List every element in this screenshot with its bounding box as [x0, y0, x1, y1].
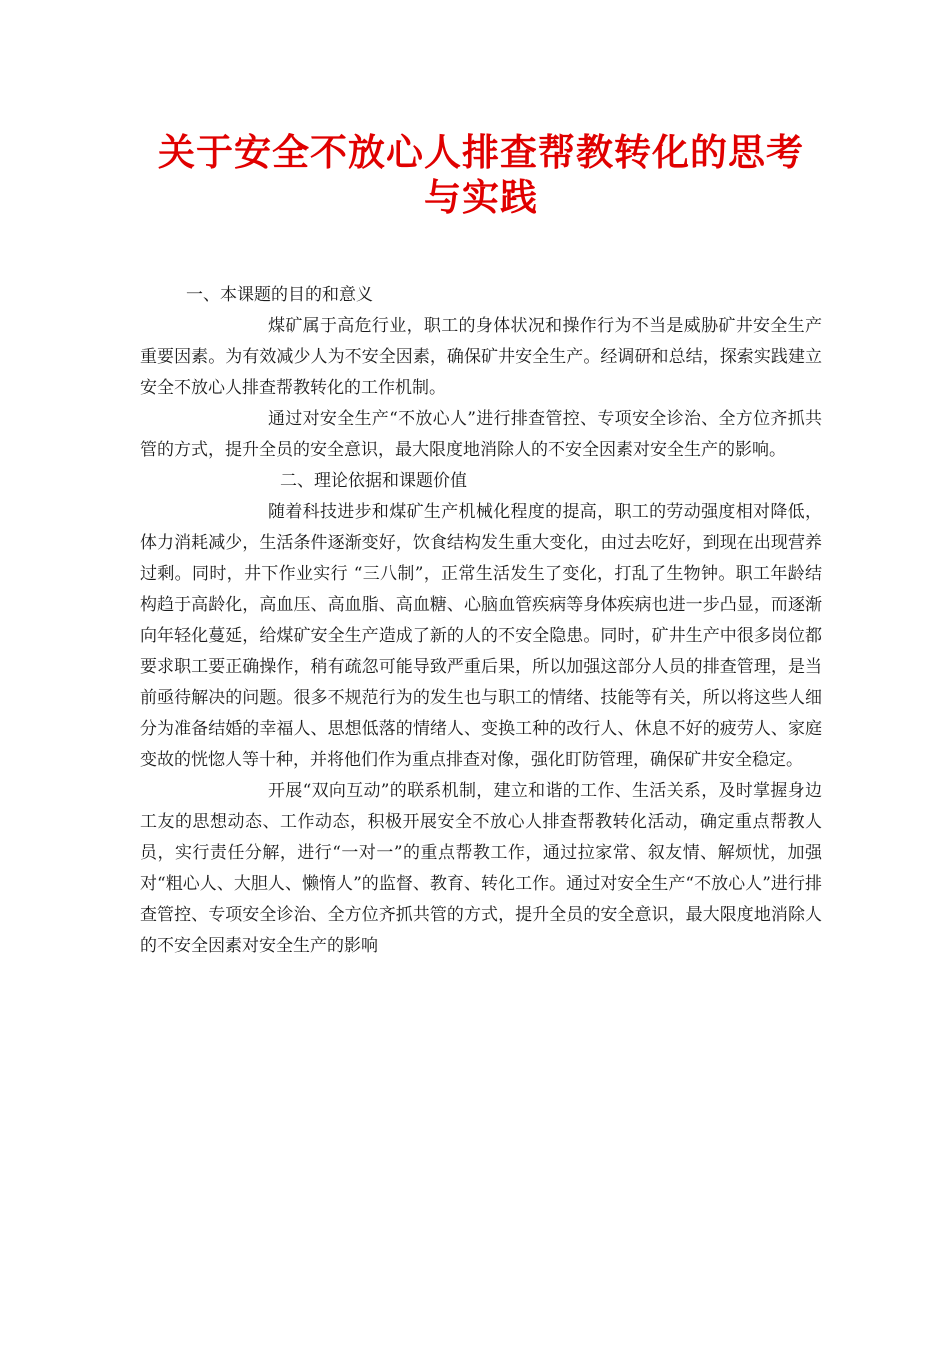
paragraph-2: 通过对安全生产“不放心人”进行排查管控、专项安全诊治、全方位齐抓共管的方式，提升全员的安全意识，最大限度地消除人的不安全因素对安全生产的影响。 — [140, 409, 822, 460]
section-heading-2: 二、理论依据和课题价值 — [280, 471, 467, 491]
section-heading-1: 一、本课题的目的和意义 — [186, 285, 373, 305]
document-title: 关于安全不放心人排查帮教转化的思考与实践 — [158, 130, 804, 219]
paragraph-4: 开展“双向互动”的联系机制，建立和谐的工作、生活关系，及时掌握身边工友的思想动态、工作动态，积极开展安全不放心人排查帮教转化活动，确定重点帮教人员，实行责任分解，进行“一对一”的重点帮教工作，通过拉家常、叙友情、解烦忧，加强对“粗心人、大胆人、懒惰人”的监督、教育、转化工作。通过对安全生产“不放心人”进行排查管控、专项安全诊治、全方位齐抓共管的方式，提升全员的安全意识，最大限度地消除人的不安全因素对安全生产的影响 — [140, 781, 822, 956]
document-body — [140, 280, 822, 962]
document-page — [0, 130, 950, 1360]
paragraph-3: 随着科技进步和煤矿生产机械化程度的提高，职工的劳动强度相对降低，体力消耗减少，生活条件逐渐变好，饮食结构发生重大变化，由过去吃好，到现在出现营养过剩。同时，井下作业实行 “三八制”，正常生活发生了变化，打乱了生物钟。职工年龄结构趋于高龄化，高血压、高血脂、高血糖、心脑血管疾病等身体疾病也进一步凸显，而逐渐向年轻化蔓延，给煤矿安全生产造成了新的人的不安全隐患。同时，矿井生产中很多岗位都要求职工要正确操作，稍有疏忽可能导致严重后果，所以加强这部分人员的排查管理，是当前亟待解决的问题。很多不规范行为的发生也与职工的情绪、技能等有关，所以将这些人细分为准备结婚的幸福人、思想低落的情绪人、变换工种的改行人、休息不好的疲劳人、家庭变故的恍惚人等十种，并将他们作为重点排查对像，强化盯防管理，确保矿井安全稳定。 — [140, 502, 822, 770]
paragraph-1: 煤矿属于高危行业，职工的身体状况和操作行为不当是威胁矿井安全生产重要因素。为有效减少人为不安全因素，确保矿井安全生产。经调研和总结，探索实践建立安全不放心人排查帮教转化的工作机制。 — [140, 316, 822, 398]
